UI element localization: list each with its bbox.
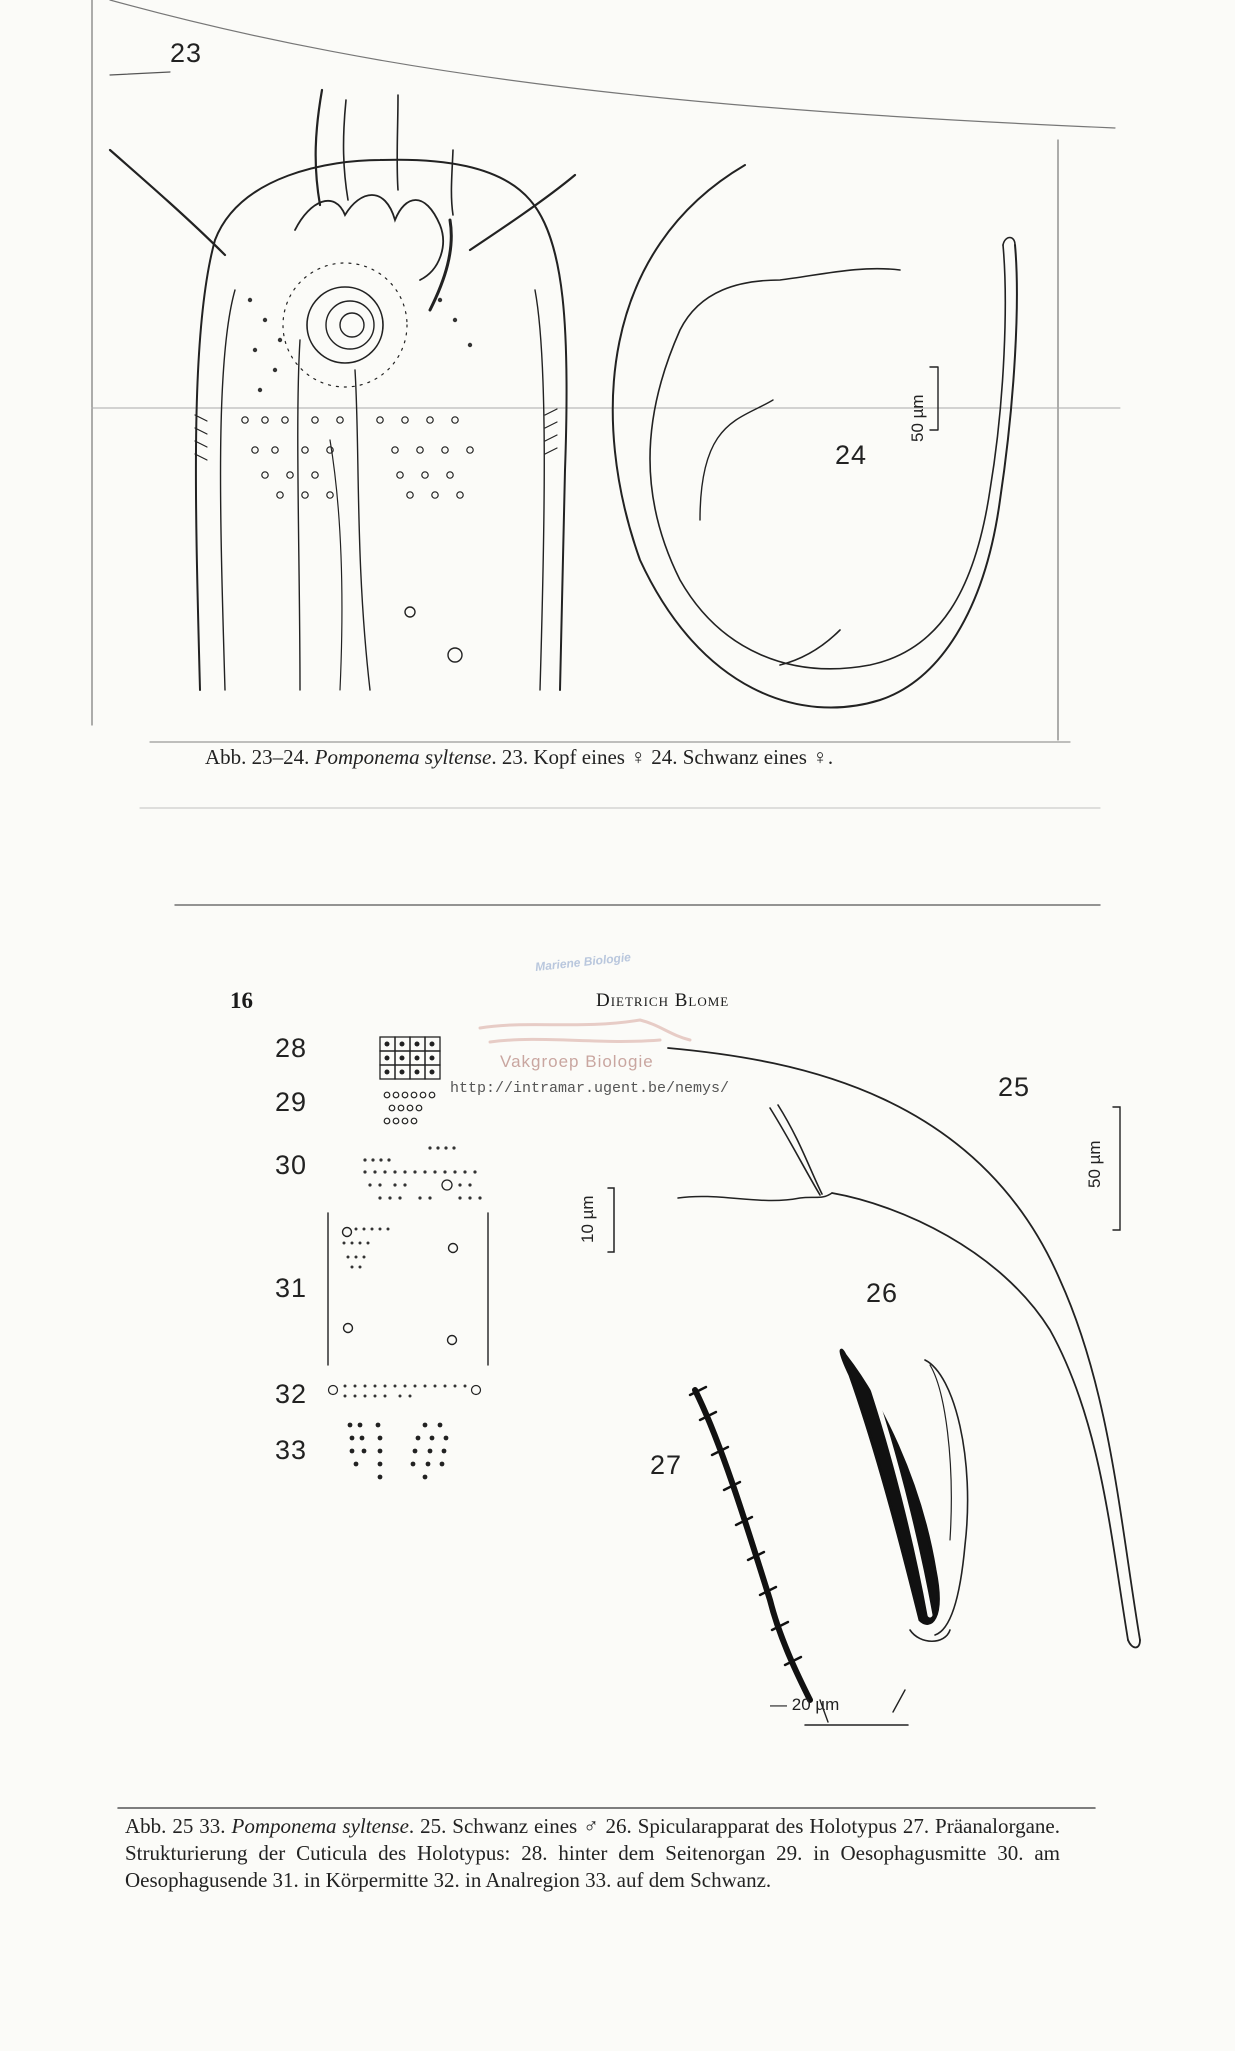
fig28-label: 28 xyxy=(275,1033,308,1063)
fig30-pattern xyxy=(363,1146,481,1199)
caption-23-24-species: Pomponema syltense xyxy=(314,745,492,769)
caption-figs-25-33 xyxy=(125,1813,1060,1894)
fig29-label: 29 xyxy=(275,1087,308,1117)
fig30-ring xyxy=(442,1180,452,1190)
scale-20um-dash: — xyxy=(770,1695,792,1714)
scale-bar-10um xyxy=(608,1188,614,1252)
fig32-label: 32 xyxy=(275,1379,308,1409)
watermark-title: Mariene Biologie xyxy=(534,950,632,974)
fig29-pattern xyxy=(384,1092,435,1124)
fig24-scale-label: 50 µm xyxy=(908,394,927,442)
watermark-url: http://intramar.ugent.be/nemys/ xyxy=(450,1080,730,1097)
fig33-pattern xyxy=(348,1423,449,1480)
caption-25-33-species: Pomponema syltense xyxy=(231,1814,409,1838)
top-plate-frame xyxy=(92,0,1120,808)
fig28-pattern xyxy=(380,1037,440,1079)
page-number: 16 xyxy=(230,988,253,1013)
watermark-logo xyxy=(480,1020,690,1042)
fig25-label: 25 xyxy=(998,1072,1031,1102)
fig23-head-drawing xyxy=(110,90,575,690)
fig23-label: 23 xyxy=(170,38,203,68)
fig26-spicule-drawing xyxy=(820,1350,968,1722)
caption-25-33-lead: Abb. 25 33. xyxy=(125,1814,232,1838)
fig32-pattern xyxy=(329,1385,481,1398)
fig31-label: 31 xyxy=(275,1273,308,1303)
caption-23-24-rest: . 23. Kopf eines ♀ 24. Schwanz eines ♀. xyxy=(491,745,834,769)
scale-label-20um xyxy=(770,1695,839,1715)
running-head-author: Dietrich Blome xyxy=(596,990,730,1011)
fig27-label: 27 xyxy=(650,1450,683,1480)
fig33-label: 33 xyxy=(275,1435,308,1465)
scale-20um-text: 20 µm xyxy=(791,1695,840,1714)
fig27-preanal-drawing xyxy=(690,1387,810,1700)
scale-label-fig25: 50 µm xyxy=(1085,1140,1104,1188)
fig30-label: 30 xyxy=(275,1150,308,1180)
fig24-label: 24 xyxy=(835,440,868,470)
fig31-pattern xyxy=(328,1213,488,1365)
caption-figs-23-24 xyxy=(205,744,1105,771)
caption-25-33-rest: . 25. Schwanz eines ♂ 26. Spicularapparat des Holotypus 27. Präanalorgane. Strukturierung der Cuticula des Holotypus: 28. hinter dem Seitenorgan 29. in Oesophagusmitte 30. am Oesophagusende 31. in Körpermitte 32. in Analregion 33. auf dem Schwanz. xyxy=(125,1814,1060,1892)
caption-23-24-lead: Abb. 23–24. xyxy=(205,745,315,769)
fig26-label: 26 xyxy=(866,1278,899,1308)
scale-label-10um: 10 µm xyxy=(578,1195,597,1243)
fig24-tail-drawing xyxy=(613,165,1017,708)
watermark-subtitle: Vakgroep Biologie xyxy=(500,1052,654,1071)
